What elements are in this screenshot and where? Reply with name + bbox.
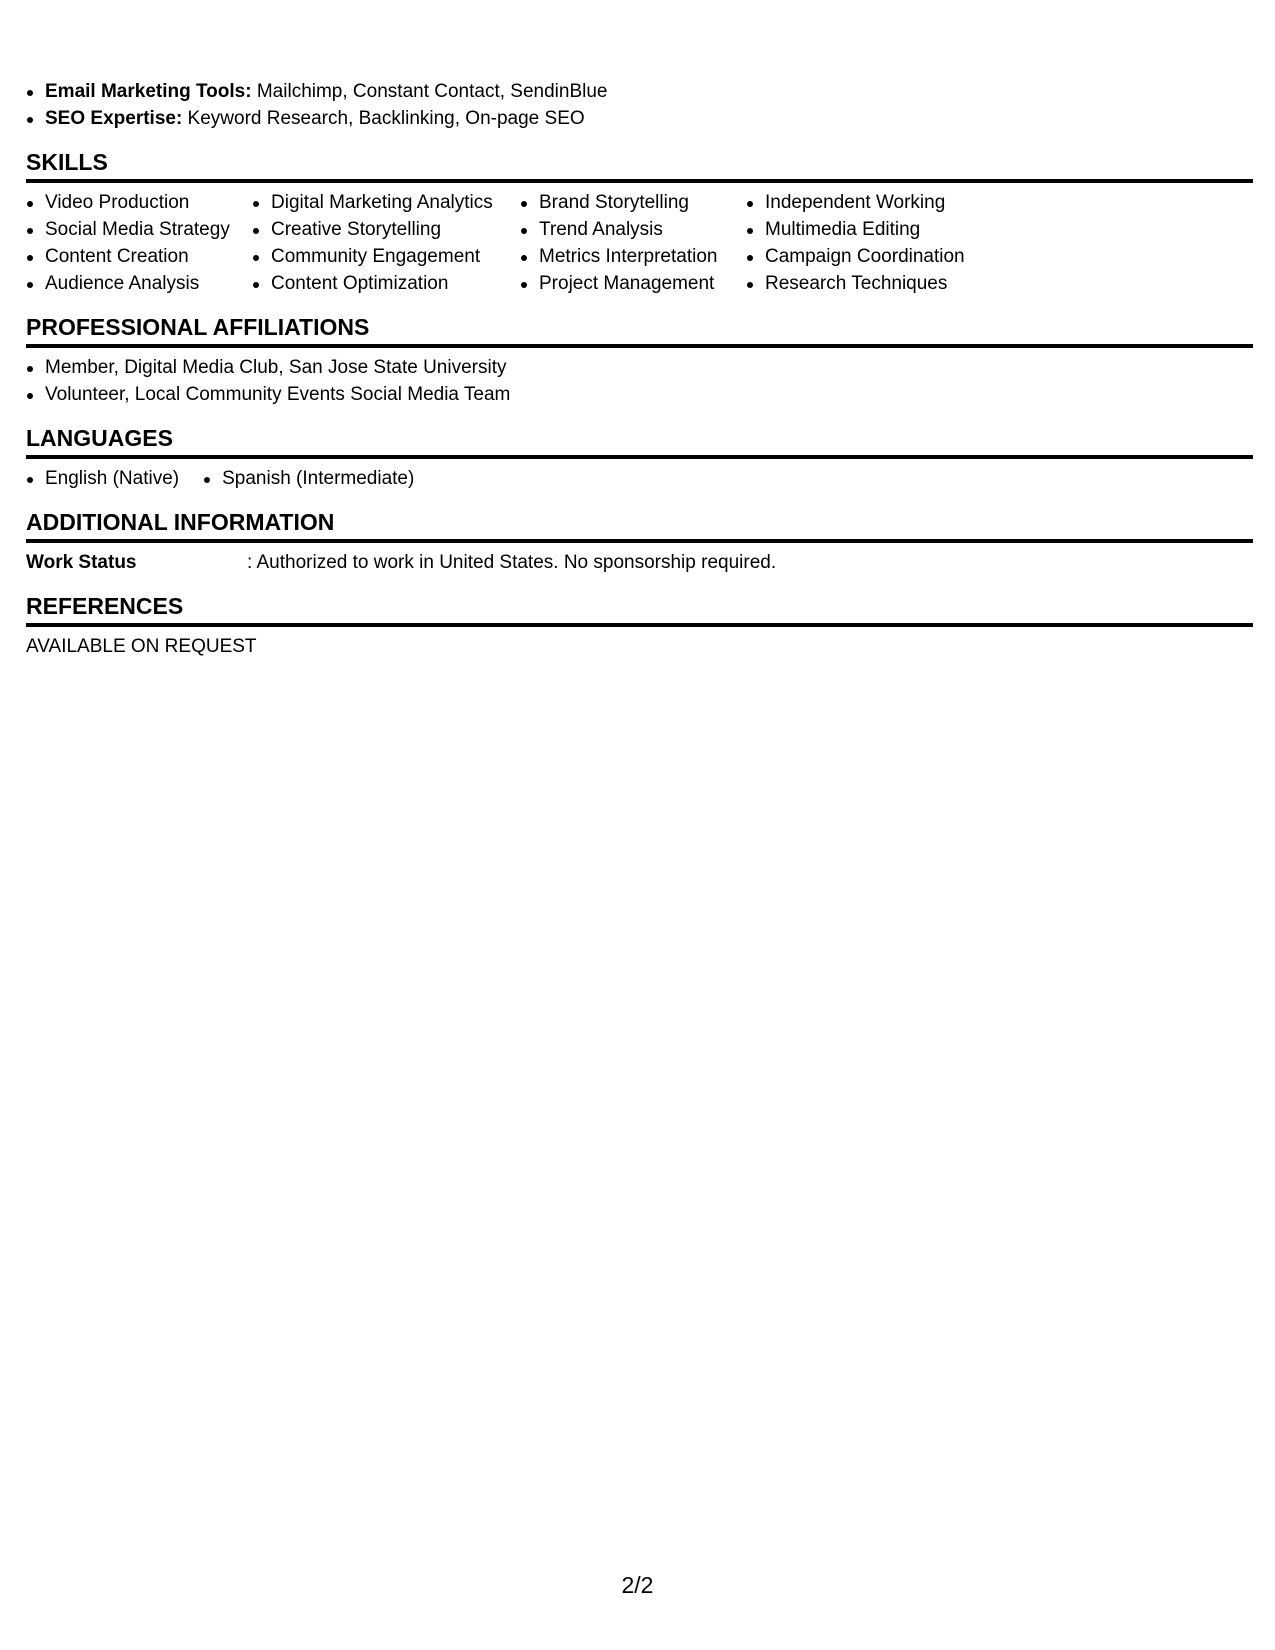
skill-item: Audience Analysis (26, 270, 252, 297)
tool-label: Email Marketing Tools: (45, 81, 252, 102)
skill-item: Creative Storytelling (252, 216, 520, 243)
additional-info-heading: ADDITIONAL INFORMATION (26, 508, 1253, 543)
page-number: 2/2 (621, 1572, 654, 1598)
skill-item: Independent Working (746, 189, 1006, 216)
skill-item: Video Production (26, 189, 252, 216)
languages-heading: LANGUAGES (26, 424, 1253, 459)
tools-list (26, 78, 1253, 132)
affiliation-item: Volunteer, Local Community Events Social Media Team (26, 381, 1253, 408)
languages-list (26, 465, 1253, 492)
work-status-row (26, 549, 1253, 576)
skill-item: Digital Marketing Analytics (252, 189, 520, 216)
affiliations-list (26, 354, 1253, 408)
skill-item: Campaign Coordination (746, 243, 1006, 270)
skill-item: Multimedia Editing (746, 216, 1006, 243)
skill-item: Research Techniques (746, 270, 1006, 297)
skill-item: Content Optimization (252, 270, 520, 297)
resume-page (26, 78, 1253, 660)
affiliations-heading: PROFESSIONAL AFFILIATIONS (26, 313, 1253, 348)
skill-item: Metrics Interpretation (520, 243, 746, 270)
language-item: Spanish (Intermediate) (203, 465, 414, 492)
skill-item: Community Engagement (252, 243, 520, 270)
skills-grid (26, 189, 1253, 297)
skill-item: Brand Storytelling (520, 189, 746, 216)
skills-column (252, 189, 520, 297)
list-item (26, 105, 1253, 132)
tool-label: SEO Expertise: (45, 108, 183, 129)
skills-heading: SKILLS (26, 148, 1253, 183)
tool-value: Keyword Research, Backlinking, On-page SEO (182, 108, 585, 129)
work-status-value: : Authorized to work in United States. No sponsorship required. (247, 552, 777, 573)
skills-column (26, 189, 252, 297)
tool-value: Mailchimp, Constant Contact, SendinBlue (251, 81, 608, 102)
skill-item: Content Creation (26, 243, 252, 270)
language-item: English (Native) (26, 465, 179, 492)
skill-item: Trend Analysis (520, 216, 746, 243)
references-text: AVAILABLE ON REQUEST (26, 636, 257, 657)
affiliation-item: Member, Digital Media Club, San Jose State University (26, 354, 1253, 381)
references-heading: REFERENCES (26, 592, 1253, 627)
skills-column (746, 189, 1006, 297)
skill-item: Project Management (520, 270, 746, 297)
work-status-label: Work Status (26, 552, 137, 573)
list-item (26, 78, 1253, 105)
skills-column (520, 189, 746, 297)
skill-item: Social Media Strategy (26, 216, 252, 243)
